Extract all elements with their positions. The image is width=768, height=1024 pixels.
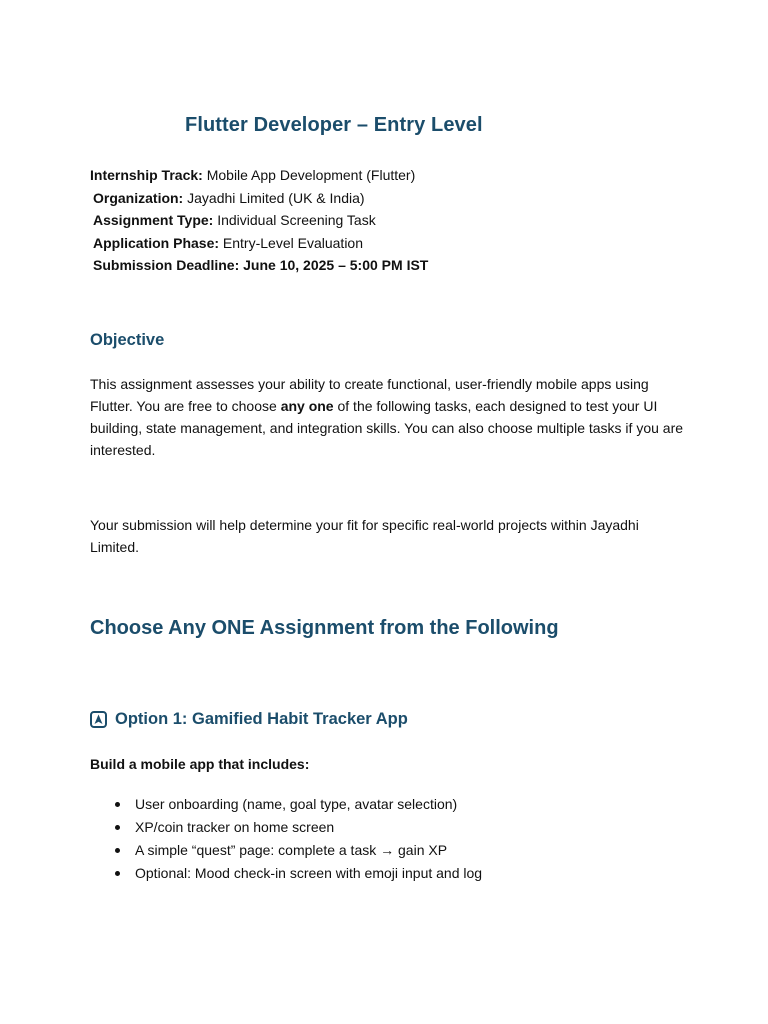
- up-arrow-square-icon: [90, 711, 107, 728]
- objective-paragraph: [90, 373, 690, 461]
- list-item: User onboarding (name, goal type, avatar selection): [112, 793, 482, 816]
- meta-value: Mobile App Development (Flutter): [206, 167, 416, 183]
- meta-organization: [90, 187, 428, 210]
- meta-label: Internship Track:: [90, 167, 203, 183]
- option-1-bullet-list: [112, 793, 482, 885]
- objective-heading: Objective: [90, 331, 165, 349]
- list-item: A simple “quest” page: complete a task → gain XP: [112, 839, 482, 862]
- objective-text-after: of the following tasks, each designed to test your UI building, state management, and integration skills. You can also choose multiple tasks if you are interested.: [90, 398, 684, 458]
- meta-value: Jayadhi Limited (UK & India): [187, 189, 365, 206]
- meta-submission-deadline: [90, 254, 428, 277]
- choose-heading: Choose Any ONE Assignment from the Following: [90, 617, 559, 639]
- meta-label: Application Phase:: [93, 234, 220, 251]
- meta-block: [90, 164, 428, 277]
- meta-label: Assignment Type:: [93, 212, 214, 228]
- meta-internship-track: [90, 164, 428, 187]
- objective-text-before: This assignment assesses your ability to create functional, user-friendly mobile apps using Flutter. You are free to choose: [90, 376, 649, 414]
- list-item: XP/coin tracker on home screen: [112, 816, 482, 839]
- document-title: Flutter Developer – Entry Level: [185, 114, 483, 136]
- meta-value: Individual Screening Task: [217, 212, 376, 228]
- submission-paragraph: Your submission will help determine your fit for specific real-world projects within Jayadhi Limited.: [90, 517, 639, 555]
- build-label: Build a mobile app that includes:: [90, 756, 310, 772]
- meta-value: Entry-Level Evaluation: [222, 234, 363, 251]
- meta-assignment-type: [90, 209, 428, 232]
- option-1-title: Option 1: Gamified Habit Tracker App: [115, 710, 408, 728]
- meta-label: Submission Deadline: June 10, 2025 – 5:00 PM IST: [93, 257, 429, 273]
- meta-application-phase: [90, 232, 428, 255]
- objective-text-bold: any one: [280, 398, 334, 414]
- meta-label: Organization:: [93, 189, 184, 206]
- list-item: Optional: Mood check-in screen with emoji input and log: [112, 862, 482, 885]
- option-1-heading: [90, 710, 408, 729]
